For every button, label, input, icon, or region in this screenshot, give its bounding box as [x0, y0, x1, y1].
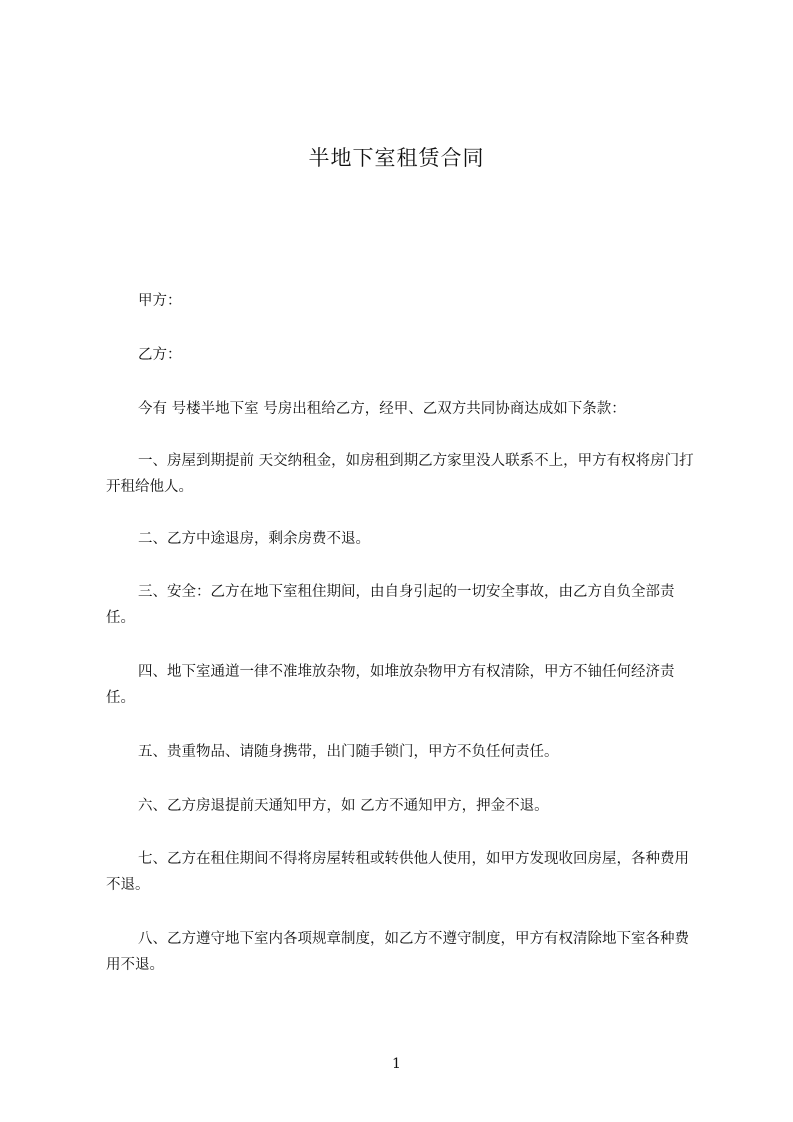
- clause-3: 三、安全：乙方在地下室租住期间，由自身引起的一切安全事故，由乙方自负全部责任。: [106, 584, 675, 626]
- clause-6: 六、乙方房退提前天通知甲方，如 乙方不通知甲方，押金不退。: [138, 798, 549, 814]
- party-a-line: 甲方：: [138, 293, 182, 309]
- clause-2: 二、乙方中途退房，剩余房费不退。: [138, 531, 370, 547]
- page-number: 1: [392, 1056, 401, 1072]
- clause-7: 七、乙方在租住期间不得将房屋转租或转供他人使用，如甲方发现收回房屋，各种费用不退。: [106, 851, 689, 893]
- document-title: 半地下室租赁合同: [308, 146, 485, 170]
- clause-5: 五、贵重物品、请随身携带，出门随手锁门，甲方不负任何责任。: [138, 744, 559, 760]
- clause-1: 一、房屋到期提前 天交纳租金，如房租到期乙方家里没人联系不上，甲方有权将房门打开租给他人。: [106, 453, 694, 495]
- intro-paragraph: 今有 号楼半地下室 号房出租给乙方，经甲、乙双方共同协商达成如下条款：: [138, 401, 626, 417]
- clause-4: 四、地下室通道一律不准堆放杂物，如堆放杂物甲方有权清除，甲方不铀任何经济责任。: [106, 664, 675, 706]
- clause-8: 八、乙方遵守地下室内各项规章制度，如乙方不遵守制度，甲方有权清除地下室各种费用不退。: [106, 931, 689, 973]
- party-b-line: 乙方：: [138, 347, 182, 363]
